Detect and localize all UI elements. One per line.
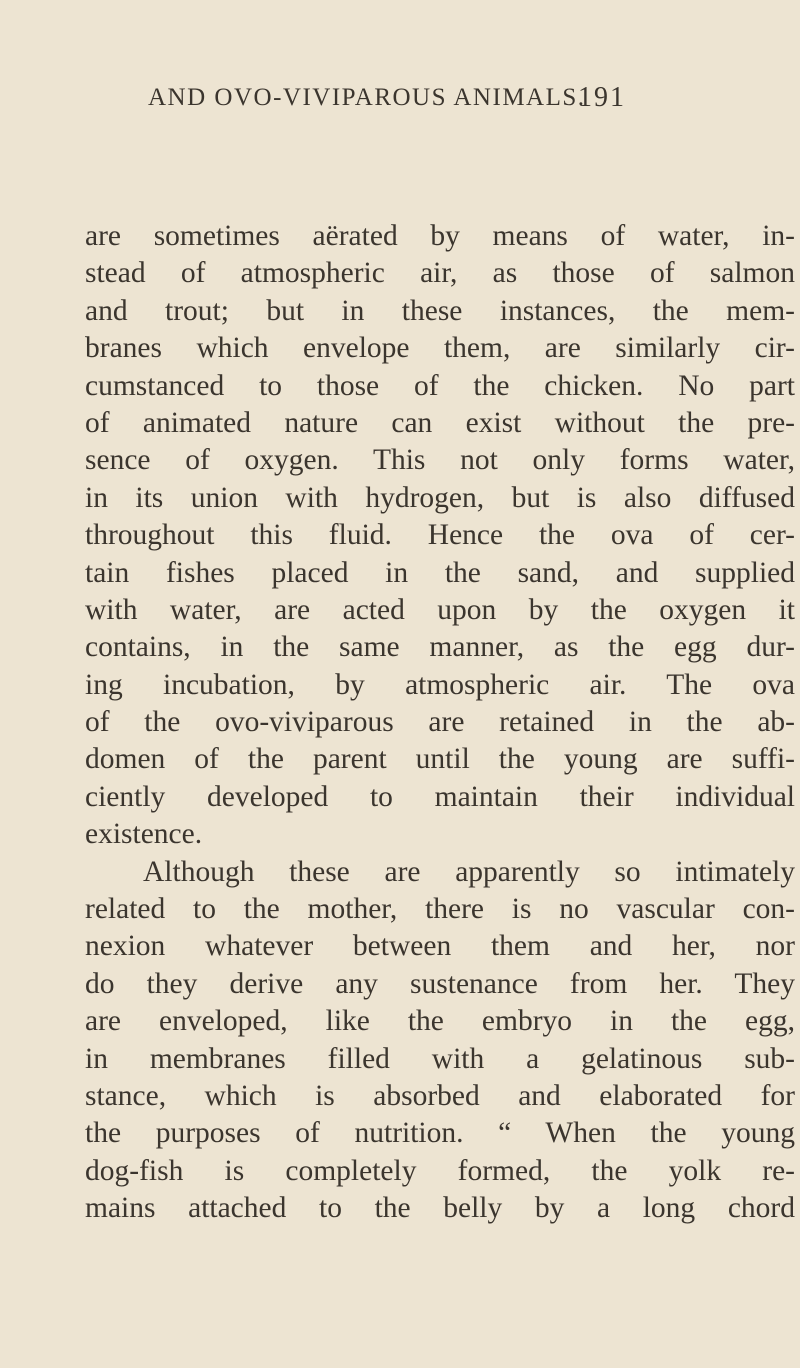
text-line: tain fishes placed in the sand, and supplied xyxy=(85,556,795,589)
text-line: related to the mother, there is no vascular con- xyxy=(85,893,795,926)
text-line: contains, in the same manner, as the egg dur- xyxy=(85,631,795,664)
running-title: AND OVO-VIVIPAROUS ANIMALS. xyxy=(148,84,586,111)
page-number: 191 xyxy=(578,82,626,113)
text-line: the purposes of nutrition. “ When the young xyxy=(85,1117,795,1150)
text-line: are sometimes aërated by means of water, in- xyxy=(85,220,795,252)
text-line: stance, which is absorbed and elaborated for xyxy=(85,1079,795,1112)
text-line: are enveloped, like the embryo in the egg, xyxy=(85,1005,795,1038)
text-line: sence of oxygen. This not only forms water, xyxy=(85,444,795,477)
text-line: of the ovo-viviparous are retained in the ab- xyxy=(85,706,795,739)
text-line: with water, are acted upon by the oxygen it xyxy=(85,593,795,626)
text-line: dog-fish is completely formed, the yolk re- xyxy=(85,1154,795,1187)
text-line: ing incubation, by atmospheric air. The ova xyxy=(85,668,795,701)
text-line: Although these are apparently so intimately xyxy=(143,855,795,888)
text-line: nexion whatever between them and her, nor xyxy=(85,930,795,963)
text-line: ciently developed to maintain their individual xyxy=(85,780,795,813)
text-line: of animated nature can exist without the pre- xyxy=(85,406,795,439)
text-line: throughout this fluid. Hence the ova of cer- xyxy=(85,519,795,552)
text-line: do they derive any sustenance from her. They xyxy=(85,967,795,1000)
text-line: branes which envelope them, are similarly cir- xyxy=(85,332,795,365)
text-line: mains attached to the belly by a long chord xyxy=(85,1192,795,1225)
text-line: existence. xyxy=(85,818,203,851)
text-line: and trout; but in these instances, the mem- xyxy=(85,294,795,327)
page-body-text xyxy=(85,218,795,1228)
text-line: stead of atmospheric air, as those of salmon xyxy=(85,257,795,290)
text-line: domen of the parent until the young are suffi- xyxy=(85,743,795,776)
text-line: in membranes filled with a gelatinous sub- xyxy=(85,1042,795,1075)
text-line: in its union with hydrogen, but is also diffused xyxy=(85,481,795,514)
running-header xyxy=(148,84,708,112)
text-line: cumstanced to those of the chicken. No part xyxy=(85,369,795,402)
